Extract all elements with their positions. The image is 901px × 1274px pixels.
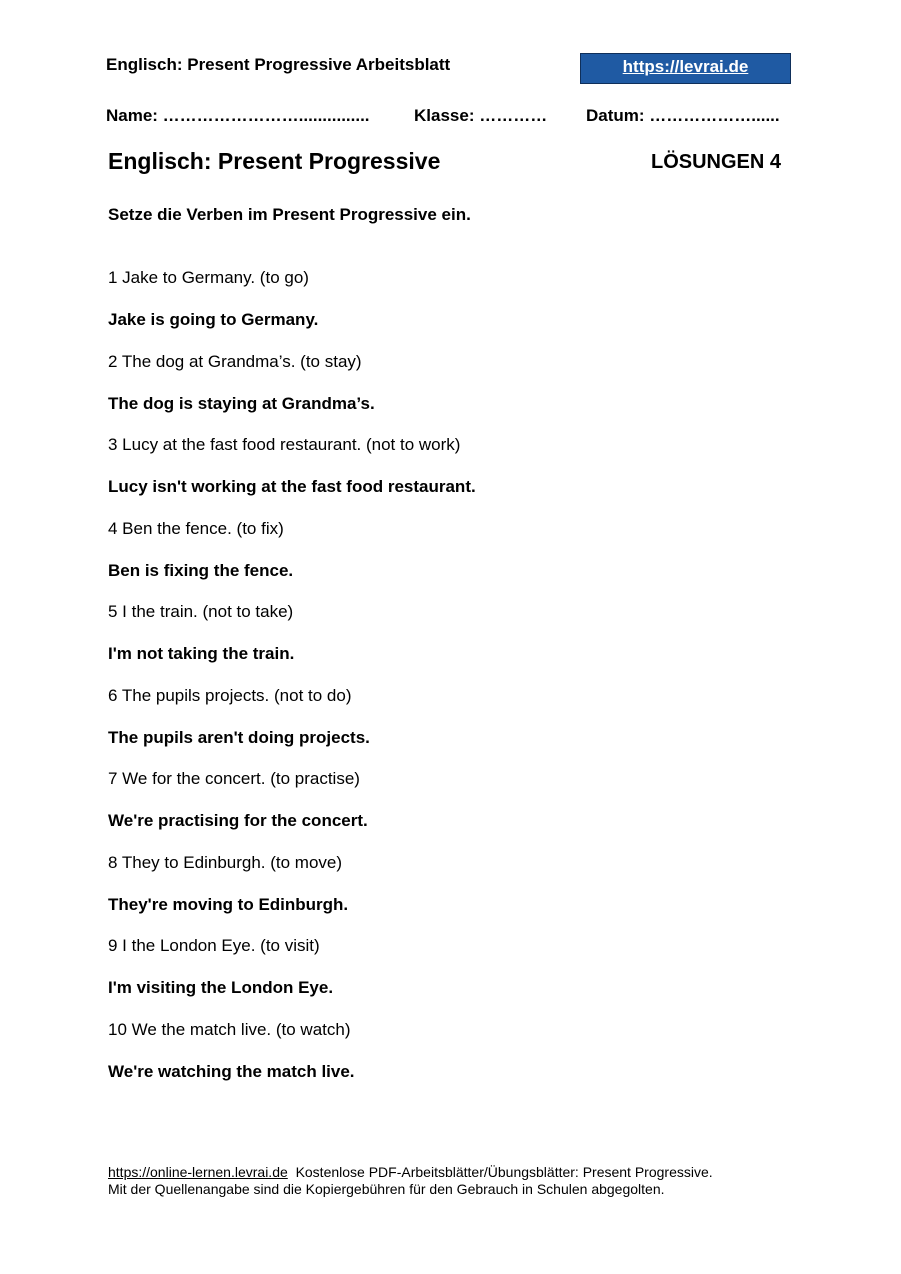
answer-text: Jake is going to Germany. [108,310,319,329]
answer-text: I'm not taking the train. [108,644,295,663]
answer-text: They're moving to Edinburgh. [108,894,349,914]
class-field-label: Klasse: ………… [414,106,548,125]
question-text: 10 We the match live. (to watch) [108,1019,351,1039]
footer-link[interactable]: https://online-lernen.levrai.de [108,1164,288,1180]
name-field-label: Name: ……………………............... [106,106,370,125]
site-link-box[interactable] [580,53,791,84]
answer-text: We're practising for the concert. [108,811,368,830]
solutions-label: LÖSUNGEN 4 [651,151,782,173]
page-title: Englisch: Present Progressive [108,148,441,174]
date-field-label: Datum: ………………...... [586,106,780,125]
footer-text-2: Mit der Quellenangabe sind die Kopiergebühren für den Gebrauch in Schulen abgegolten. [108,1181,665,1197]
answer-text: The dog is staying at Grandma’s. [108,393,375,413]
question-text: 5 I the train. (not to take) [108,602,294,621]
footer-text-1: Kostenlose PDF-Arbeitsblätter/Übungsblätter: Present Progressive. [295,1164,713,1180]
instruction-text: Setze die Verben im Present Progressive ein. [108,205,471,224]
question-text: 4 Ben the fence. (to fix) [108,518,284,538]
question-text: 2 The dog at Grandma’s. (to stay) [108,351,362,371]
footer-line-1 [108,1164,713,1181]
question-text: 7 We for the concert. (to practise) [108,769,360,788]
question-text: 3 Lucy at the fast food restaurant. (not to work) [108,435,461,454]
answer-text: The pupils aren't doing projects. [108,727,370,747]
footer [108,1164,713,1198]
answer-text: I'm visiting the London Eye. [108,978,334,997]
answer-text: We're watching the match live. [108,1061,355,1081]
question-text: 6 The pupils projects. (not to do) [108,685,352,705]
site-link[interactable]: https://levrai.de [622,57,749,76]
question-text: 9 I the London Eye. (to visit) [108,936,320,955]
question-text: 1 Jake to Germany. (to go) [108,268,309,287]
answer-text: Ben is fixing the fence. [108,560,294,580]
question-text: 8 They to Edinburgh. (to move) [108,852,343,872]
answer-text: Lucy isn't working at the fast food restaurant. [108,477,476,496]
worksheet-header-title: Englisch: Present Progressive Arbeitsblatt [106,55,451,74]
